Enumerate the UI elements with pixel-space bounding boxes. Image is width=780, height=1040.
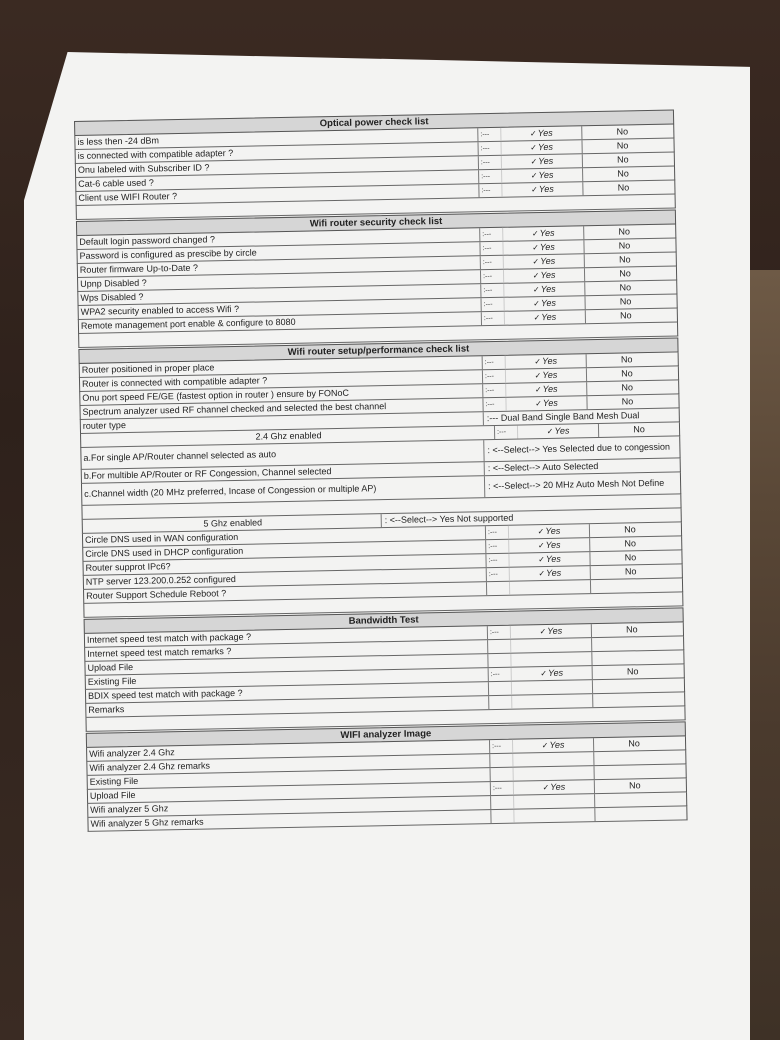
no-option[interactable] bbox=[590, 579, 671, 594]
separator: :--- bbox=[481, 312, 504, 325]
check-mark-icon: ✓ bbox=[530, 171, 538, 181]
channel-single-row: a.For single AP/Router channel selected as auto : <--Select--> Yes Selected due to congession bbox=[80, 436, 680, 470]
yes-option[interactable] bbox=[501, 182, 582, 197]
yes-option[interactable] bbox=[509, 566, 590, 581]
separator: :--- bbox=[485, 526, 508, 539]
separator: :--- bbox=[485, 540, 508, 553]
check-mark-icon: ✓ bbox=[529, 129, 537, 139]
question-label: Onu port speed FE/GE (fastest option in router ) ensure by FONoC bbox=[82, 387, 350, 403]
yes-option[interactable] bbox=[505, 396, 586, 411]
no-option[interactable] bbox=[593, 751, 674, 766]
no-option[interactable] bbox=[594, 765, 675, 780]
question-label: Spectrum analyzer used RF channel checked and selected the best channel bbox=[82, 401, 387, 417]
separator: :--- bbox=[490, 782, 513, 795]
no-option[interactable] bbox=[591, 637, 672, 652]
yes-label: Yes bbox=[541, 311, 557, 323]
separator: :--- bbox=[482, 384, 505, 397]
separator: :--- bbox=[488, 668, 511, 681]
yes-option[interactable] bbox=[510, 652, 591, 667]
yes-option[interactable] bbox=[505, 382, 586, 397]
no-option[interactable] bbox=[592, 679, 673, 694]
check-mark-icon: ✓ bbox=[532, 257, 540, 267]
yes-option[interactable] bbox=[501, 154, 582, 169]
no-option[interactable]: No bbox=[586, 367, 667, 382]
bandwidth-rows bbox=[84, 622, 686, 718]
question-label: Remote management port enable & configure to 8080 bbox=[80, 316, 296, 331]
analyzer-rows bbox=[86, 736, 688, 832]
yes-label: Yes bbox=[542, 369, 558, 381]
question-label: Internet speed test match remarks ? bbox=[87, 646, 232, 659]
yes-label: Yes bbox=[550, 781, 566, 792]
no-option[interactable]: No bbox=[589, 537, 670, 552]
separator: :--- bbox=[485, 554, 508, 567]
question-label: Wifi analyzer 5 Ghz bbox=[90, 803, 169, 815]
question-label: Router Support Schedule Reboot ? bbox=[86, 588, 227, 601]
no-option[interactable]: No bbox=[591, 623, 672, 638]
ghz24-row: 2.4 Ghz enabled :--- ✓Yes No bbox=[80, 422, 680, 448]
question-label: Router firmware Up-to-Date ? bbox=[79, 262, 199, 275]
yes-option[interactable] bbox=[513, 780, 594, 795]
yes-option[interactable] bbox=[504, 310, 585, 325]
question-label: Default login password changed ? bbox=[79, 234, 216, 247]
no-option[interactable]: No bbox=[586, 381, 667, 396]
yes-option[interactable] bbox=[512, 752, 593, 767]
channel-width-row: c.Channel width (20 MHz preferred, Incase of Congession or multiple AP) : <--Select--> 20 MHz Auto Mesh Not Define bbox=[81, 472, 681, 506]
separator bbox=[488, 696, 511, 709]
separator: :--- bbox=[478, 142, 501, 155]
separator: :--- bbox=[477, 128, 500, 141]
no-option[interactable]: No bbox=[584, 267, 665, 282]
yes-option[interactable] bbox=[511, 694, 592, 709]
yes-label: Yes bbox=[538, 169, 554, 181]
yes-option[interactable] bbox=[500, 126, 581, 141]
check-mark-icon: ✓ bbox=[541, 741, 549, 751]
separator bbox=[490, 796, 513, 809]
yes-label: Yes bbox=[538, 155, 554, 167]
separator: :--- bbox=[482, 398, 505, 411]
no-option[interactable]: No bbox=[593, 737, 674, 752]
check-mark-icon: ✓ bbox=[530, 143, 538, 153]
separator: :--- bbox=[482, 370, 505, 383]
yes-option[interactable] bbox=[512, 738, 593, 753]
yes-label: Yes bbox=[542, 383, 558, 395]
no-option[interactable]: No bbox=[589, 523, 670, 538]
separator: :--- bbox=[479, 242, 502, 255]
no-option[interactable]: No bbox=[581, 139, 662, 154]
yes-option[interactable] bbox=[505, 354, 586, 369]
separator bbox=[490, 768, 513, 781]
check-mark-icon: ✓ bbox=[533, 313, 541, 323]
security-rows bbox=[76, 224, 678, 334]
optical-rows bbox=[74, 124, 675, 206]
yes-label: Yes bbox=[545, 553, 561, 565]
check-mark-icon: ✓ bbox=[535, 399, 542, 409]
yes-label: Yes bbox=[540, 297, 557, 309]
question-label: Upload File bbox=[89, 789, 136, 801]
yes-option[interactable]: ✓Yes bbox=[517, 424, 598, 439]
check-mark-icon: ✓ bbox=[532, 243, 539, 253]
yes-option[interactable] bbox=[503, 254, 584, 269]
separator: :--- bbox=[486, 568, 509, 581]
yes-option[interactable] bbox=[501, 168, 582, 183]
yes-label: Yes bbox=[546, 567, 562, 579]
yes-label: Yes bbox=[539, 227, 555, 239]
check-mark-icon: ✓ bbox=[538, 569, 546, 579]
check-mark-icon: ✓ bbox=[540, 669, 548, 679]
question-label: Wifi analyzer 5 Ghz remarks bbox=[90, 816, 204, 829]
question-label: Onu labeled with Subscriber ID ? bbox=[77, 162, 210, 175]
security-section-title: Wifi router security check list bbox=[76, 209, 676, 236]
no-option[interactable]: No bbox=[583, 225, 664, 240]
question-label: is connected with compatible adapter ? bbox=[77, 147, 234, 161]
optical-section-title: Optical power check list bbox=[74, 109, 674, 136]
question-label: Router positioned in proper place bbox=[81, 362, 215, 375]
question-label: Circle DNS used in WAN configuration bbox=[84, 531, 239, 545]
separator: :--- bbox=[482, 356, 505, 369]
no-option[interactable] bbox=[591, 651, 672, 666]
yes-label: Yes bbox=[540, 269, 556, 281]
no-option[interactable]: No bbox=[594, 779, 675, 794]
question-label: Router is connected with compatible adapter ? bbox=[81, 375, 268, 389]
yes-option[interactable] bbox=[502, 226, 583, 241]
check-mark-icon: ✓ bbox=[538, 555, 545, 565]
bandwidth-section-title: Bandwidth Test bbox=[84, 607, 684, 634]
question-label: Password is configured as prescibe by circle bbox=[79, 247, 257, 261]
question-label: Upnp Disabled ? bbox=[80, 277, 147, 289]
yes-label: Yes bbox=[545, 539, 561, 551]
question-label: Internet speed test match with package ? bbox=[86, 631, 252, 645]
separator: :--- bbox=[478, 156, 501, 169]
yes-label: Yes bbox=[547, 667, 564, 679]
check-mark-icon: ✓ bbox=[530, 157, 538, 167]
yes-label: Yes bbox=[547, 625, 563, 637]
check-mark-icon: ✓ bbox=[542, 783, 550, 793]
check-mark-icon: ✓ bbox=[534, 371, 542, 381]
no-option[interactable]: No bbox=[598, 422, 679, 437]
ghz5-row: 5 Ghz enabled : <--Select--> Yes Not supported bbox=[82, 508, 682, 534]
question-label: Wifi analyzer 2.4 Ghz bbox=[89, 747, 175, 759]
yes-label: Yes bbox=[538, 183, 554, 195]
yes-option[interactable] bbox=[510, 624, 591, 639]
separator bbox=[490, 810, 513, 823]
question-label: Circle DNS used in DHCP configuration bbox=[85, 545, 244, 559]
separator: :--- bbox=[478, 184, 501, 197]
yes-option[interactable] bbox=[513, 794, 594, 809]
separator bbox=[487, 640, 510, 653]
separator bbox=[486, 582, 509, 595]
check-mark-icon: ✓ bbox=[534, 385, 542, 395]
yes-label: Yes bbox=[537, 141, 554, 153]
question-label: Existing File bbox=[89, 775, 139, 787]
router-type-row: router type :--- Dual Band Single Band Mesh Dual bbox=[80, 408, 680, 434]
no-option[interactable]: No bbox=[582, 167, 663, 182]
no-option[interactable]: No bbox=[583, 239, 664, 254]
separator: :--- bbox=[480, 284, 503, 297]
yes-label: Yes bbox=[542, 397, 558, 409]
question-label: NTP server 123.200.0.252 configured bbox=[85, 573, 236, 587]
check-mark-icon: ✓ bbox=[530, 185, 538, 195]
yes-option[interactable] bbox=[508, 524, 589, 539]
no-option[interactable]: No bbox=[584, 281, 665, 296]
no-option[interactable]: No bbox=[586, 395, 667, 410]
question-label: Wps Disabled ? bbox=[80, 291, 144, 303]
check-mark-icon: ✓ bbox=[537, 527, 545, 537]
question-label: Client use WIFI Router ? bbox=[78, 191, 178, 203]
yes-option[interactable] bbox=[502, 240, 583, 255]
no-option[interactable]: No bbox=[582, 153, 663, 168]
yes-option[interactable] bbox=[505, 368, 586, 383]
channel-multi-row: b.For multible AP/Router or RF Congession, Channel selected : <--Select--> Auto Selected bbox=[81, 458, 681, 484]
check-mark-icon: ✓ bbox=[533, 299, 541, 309]
separator: :--- bbox=[489, 740, 512, 753]
ghz5-rows bbox=[82, 522, 683, 604]
check-mark-icon: ✓ bbox=[532, 271, 540, 281]
question-label: Cat-6 cable used ? bbox=[78, 177, 154, 189]
yes-option[interactable] bbox=[513, 808, 594, 823]
separator: :--- bbox=[479, 228, 502, 241]
yes-option[interactable] bbox=[511, 666, 592, 681]
separator: :--- bbox=[480, 256, 503, 269]
no-option[interactable]: No bbox=[589, 551, 670, 566]
question-label: is less then -24 dBm bbox=[77, 135, 160, 147]
yes-option[interactable] bbox=[503, 268, 584, 283]
no-option[interactable]: No bbox=[581, 125, 662, 140]
check-mark-icon: ✓ bbox=[532, 285, 540, 295]
yes-option[interactable] bbox=[508, 552, 589, 567]
checklist-form bbox=[74, 108, 688, 831]
no-option[interactable]: No bbox=[585, 309, 666, 324]
yes-option[interactable] bbox=[503, 296, 584, 311]
question-label: Router supprot IPc6? bbox=[85, 561, 171, 573]
yes-option[interactable] bbox=[508, 538, 589, 553]
question-label: Upload File bbox=[87, 661, 134, 673]
no-option[interactable]: No bbox=[584, 295, 665, 310]
question-label: Wifi analyzer 2.4 Ghz remarks bbox=[89, 760, 211, 773]
separator: :--- bbox=[480, 298, 503, 311]
yes-label: Yes bbox=[539, 241, 555, 253]
analyzer-section-title: WIFI analyzer Image bbox=[86, 721, 686, 748]
yes-label: Yes bbox=[537, 127, 553, 139]
check-mark-icon: ✓ bbox=[534, 357, 542, 367]
separator: :--- bbox=[480, 270, 503, 283]
question-label: Remarks bbox=[88, 704, 125, 715]
yes-option[interactable] bbox=[511, 680, 592, 695]
check-mark-icon: ✓ bbox=[539, 627, 547, 637]
question-label: BDIX speed test match with package ? bbox=[87, 687, 243, 701]
check-mark-icon: ✓ bbox=[531, 229, 539, 239]
separator: :--- bbox=[478, 170, 501, 183]
no-option[interactable] bbox=[592, 693, 673, 708]
no-option[interactable] bbox=[594, 807, 675, 822]
yes-option[interactable] bbox=[500, 140, 581, 155]
separator bbox=[487, 654, 510, 667]
yes-label: Yes bbox=[549, 739, 565, 750]
yes-option[interactable] bbox=[510, 638, 591, 653]
yes-label: Yes bbox=[540, 283, 556, 295]
no-option[interactable] bbox=[594, 793, 675, 808]
yes-option[interactable] bbox=[503, 282, 584, 297]
separator bbox=[488, 682, 511, 695]
separator bbox=[489, 754, 512, 767]
yes-option[interactable] bbox=[509, 580, 590, 595]
yes-label: Yes bbox=[541, 355, 558, 367]
no-option[interactable]: No bbox=[592, 665, 673, 680]
no-option[interactable]: No bbox=[582, 181, 663, 196]
yes-label: Yes bbox=[540, 255, 556, 267]
setup-section-title: Wifi router setup/performance check list bbox=[78, 337, 678, 364]
check-mark-icon: ✓ bbox=[537, 541, 545, 551]
question-label: WPA2 security enabled to access Wifi ? bbox=[80, 303, 240, 317]
yes-option[interactable] bbox=[513, 766, 594, 781]
no-option[interactable]: No bbox=[590, 565, 671, 580]
yes-label: Yes bbox=[545, 525, 561, 537]
no-option[interactable]: No bbox=[584, 253, 665, 268]
separator: :--- bbox=[487, 626, 510, 639]
no-option[interactable]: No bbox=[586, 353, 667, 368]
question-label: Existing File bbox=[87, 675, 137, 687]
